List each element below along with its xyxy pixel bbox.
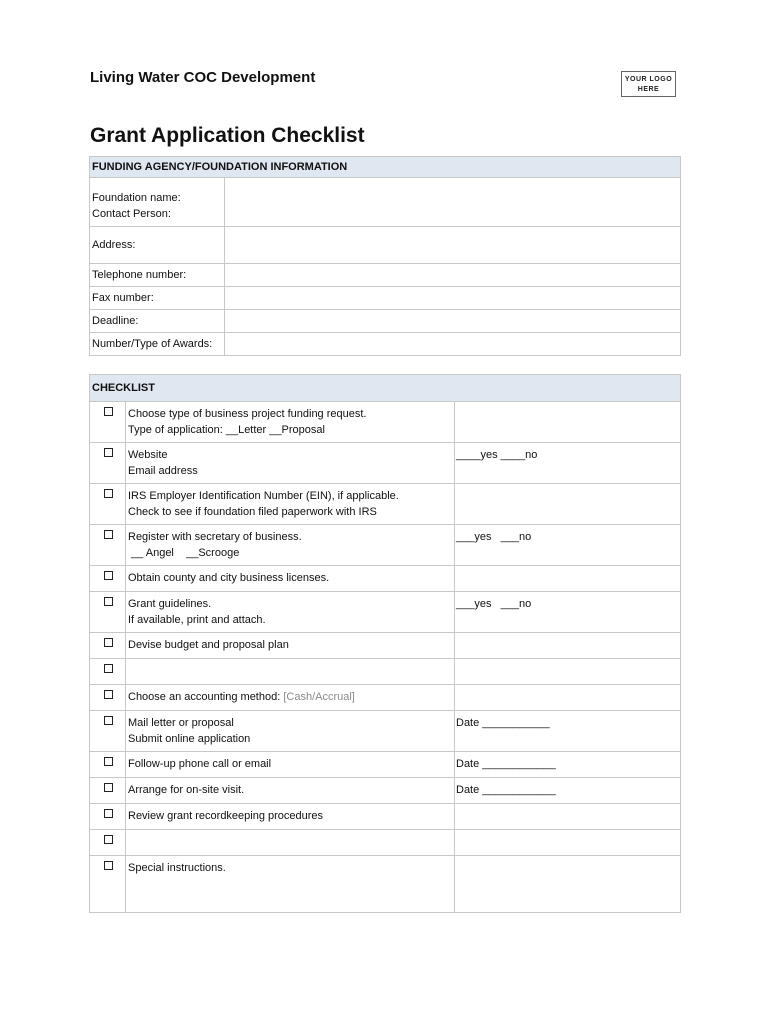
checkbox[interactable] xyxy=(104,638,113,647)
checklist-row xyxy=(90,711,681,752)
task-line: Register with secretary of business. xyxy=(128,531,302,543)
response-cell[interactable] xyxy=(455,778,681,804)
response-cell[interactable] xyxy=(455,804,681,830)
task-line: Submit online application xyxy=(128,733,251,745)
address-label: Address: xyxy=(90,227,225,264)
task-line: Mail letter or proposal xyxy=(128,717,234,729)
awards-field[interactable] xyxy=(225,333,681,356)
fax-field[interactable] xyxy=(225,287,681,310)
response-cell[interactable] xyxy=(455,685,681,711)
date-field: Date ___________ xyxy=(456,717,550,729)
checkbox-cell xyxy=(90,804,126,830)
checkbox-cell xyxy=(90,659,126,685)
checklist-row xyxy=(90,592,681,633)
info-row xyxy=(90,227,681,264)
checkbox-cell xyxy=(90,592,126,633)
task-line: Check to see if foundation filed paperwork with IRS xyxy=(128,506,377,518)
response-cell[interactable] xyxy=(455,711,681,752)
checkbox-cell xyxy=(90,856,126,913)
task-line: Website xyxy=(128,449,168,461)
task-line: Email address xyxy=(128,465,198,477)
deadline-label: Deadline: xyxy=(90,310,225,333)
task-cell: Arrange for on-site visit. xyxy=(126,778,455,804)
yes-no-response: ____yes ____no xyxy=(456,449,538,461)
checklist-row xyxy=(90,659,681,685)
task-cell: Review grant recordkeeping procedures xyxy=(126,804,455,830)
accounting-method-hint[interactable]: [Cash/Accrual] xyxy=(283,691,355,703)
checklist-row xyxy=(90,484,681,525)
task-cell: Obtain county and city business licenses. xyxy=(126,566,455,592)
checkbox-cell xyxy=(90,830,126,856)
checklist-row xyxy=(90,685,681,711)
foundation-info-table xyxy=(89,156,681,356)
task-cell xyxy=(126,402,455,443)
response-cell[interactable] xyxy=(455,566,681,592)
checkbox-cell xyxy=(90,685,126,711)
task-line: Choose an accounting method: xyxy=(128,691,284,703)
checkbox-cell xyxy=(90,566,126,592)
date-field: Date ____________ xyxy=(456,758,556,770)
task-line: Choose type of business project funding request. xyxy=(128,408,367,420)
organization-name: Living Water COC Development xyxy=(90,69,316,86)
checklist-row xyxy=(90,752,681,778)
checkbox-cell xyxy=(90,711,126,752)
checklist-table xyxy=(89,374,681,913)
checklist-row xyxy=(90,830,681,856)
address-field[interactable] xyxy=(225,227,681,264)
checklist-row xyxy=(90,804,681,830)
checklist-row xyxy=(90,402,681,443)
task-cell[interactable] xyxy=(126,659,455,685)
logo-placeholder xyxy=(621,71,676,97)
task-line: __ Angel __Scrooge xyxy=(128,547,240,559)
info-row xyxy=(90,287,681,310)
task-cell: Follow-up phone call or email xyxy=(126,752,455,778)
info-row xyxy=(90,333,681,356)
section-heading: CHECKLIST xyxy=(90,375,681,402)
checkbox[interactable] xyxy=(104,809,113,818)
awards-label: Number/Type of Awards: xyxy=(90,333,225,356)
section-heading-row xyxy=(90,157,681,178)
task-line: Type of application: __Letter __Proposal xyxy=(128,424,325,436)
section-heading-row xyxy=(90,375,681,402)
task-cell xyxy=(126,443,455,484)
checkbox[interactable] xyxy=(104,489,113,498)
task-cell xyxy=(126,592,455,633)
checkbox[interactable] xyxy=(104,716,113,725)
checkbox[interactable] xyxy=(104,530,113,539)
task-cell xyxy=(126,685,455,711)
checkbox-cell xyxy=(90,633,126,659)
foundation-name-label: Foundation name: xyxy=(92,192,181,204)
checkbox[interactable] xyxy=(104,690,113,699)
yes-no-response: ___yes ___no xyxy=(456,531,532,543)
checklist-row xyxy=(90,856,681,913)
response-cell[interactable] xyxy=(455,592,681,633)
checklist-row xyxy=(90,778,681,804)
logo-text-line2: HERE xyxy=(637,86,660,93)
task-cell xyxy=(126,484,455,525)
date-field: Date ____________ xyxy=(456,784,556,796)
checkbox[interactable] xyxy=(104,835,113,844)
page-title: Grant Application Checklist xyxy=(90,124,365,147)
telephone-label: Telephone number: xyxy=(90,264,225,287)
task-cell[interactable] xyxy=(126,830,455,856)
checkbox[interactable] xyxy=(104,664,113,673)
response-cell[interactable] xyxy=(455,402,681,443)
checkbox[interactable] xyxy=(104,783,113,792)
checklist-row xyxy=(90,443,681,484)
checkbox[interactable] xyxy=(104,597,113,606)
checkbox-cell xyxy=(90,525,126,566)
checklist-row xyxy=(90,566,681,592)
response-cell[interactable] xyxy=(455,633,681,659)
logo-text-line1: YOUR LOGO xyxy=(624,76,673,83)
checklist-row xyxy=(90,525,681,566)
checkbox-cell xyxy=(90,484,126,525)
checkbox[interactable] xyxy=(104,448,113,457)
contact-person-label: Contact Person: xyxy=(92,208,171,220)
checkbox[interactable] xyxy=(104,757,113,766)
field-label xyxy=(90,178,225,227)
checkbox-cell xyxy=(90,443,126,484)
section-heading: FUNDING AGENCY/FOUNDATION INFORMATION xyxy=(90,157,681,178)
response-cell[interactable] xyxy=(455,830,681,856)
task-line: Grant guidelines. xyxy=(128,598,212,610)
task-line: If available, print and attach. xyxy=(128,614,266,626)
telephone-field[interactable] xyxy=(225,264,681,287)
checkbox-cell xyxy=(90,778,126,804)
task-cell xyxy=(126,711,455,752)
response-cell[interactable] xyxy=(455,659,681,685)
checkbox-cell xyxy=(90,402,126,443)
response-cell[interactable] xyxy=(455,752,681,778)
info-row xyxy=(90,178,681,227)
checklist-row xyxy=(90,633,681,659)
info-row xyxy=(90,310,681,333)
fax-label: Fax number: xyxy=(90,287,225,310)
response-cell[interactable] xyxy=(455,443,681,484)
info-row xyxy=(90,264,681,287)
checkbox[interactable] xyxy=(104,571,113,580)
response-cell[interactable] xyxy=(455,525,681,566)
yes-no-response: ___yes ___no xyxy=(456,598,532,610)
deadline-field[interactable] xyxy=(225,310,681,333)
checkbox[interactable] xyxy=(104,407,113,416)
foundation-name-field[interactable] xyxy=(225,178,681,227)
task-cell: Special instructions. xyxy=(126,856,455,913)
task-cell: Devise budget and proposal plan xyxy=(126,633,455,659)
task-line: IRS Employer Identification Number (EIN), if applicable. xyxy=(128,490,399,502)
checkbox[interactable] xyxy=(104,861,113,870)
checkbox-cell xyxy=(90,752,126,778)
task-cell xyxy=(126,525,455,566)
response-cell[interactable] xyxy=(455,484,681,525)
response-cell[interactable] xyxy=(455,856,681,913)
